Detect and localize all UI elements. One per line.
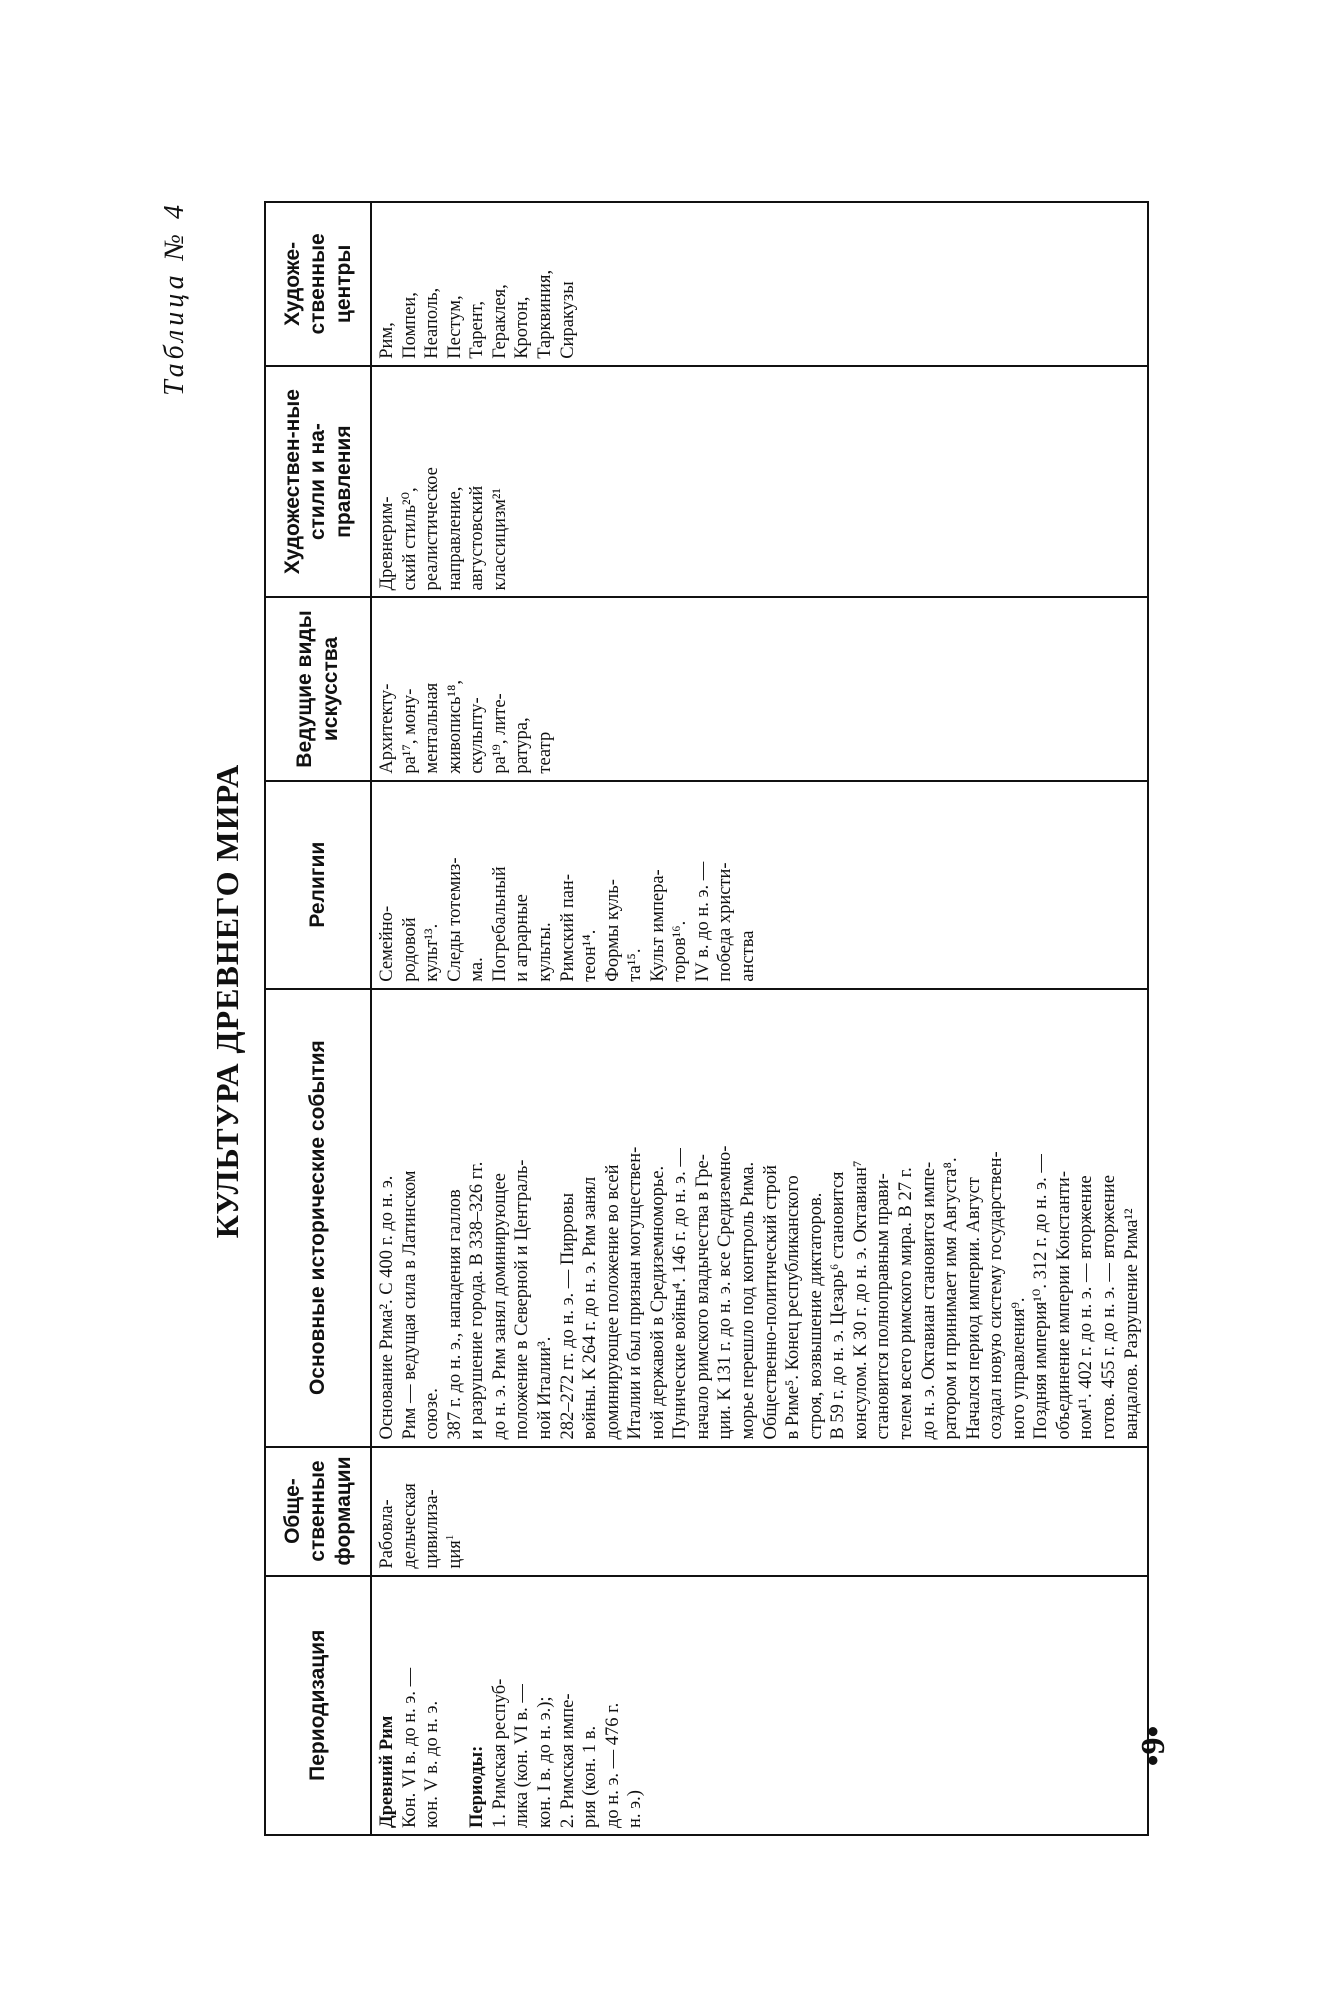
cell-line: Помпеи, [399, 292, 420, 359]
cell-line: живопись¹⁸, [444, 679, 465, 774]
page-title: КУЛЬТУРА ДРЕВНЕГО МИРА [209, 763, 245, 1239]
formation-line: Рабовла- [377, 1499, 397, 1569]
cell-line: положение в Северной и Централь- [512, 1159, 533, 1440]
table-row [371, 202, 1148, 1835]
header-periodization: Периодизация [265, 1576, 371, 1835]
period-item: лика (кон. VI в. — [512, 1684, 533, 1828]
formation-line: ция [444, 1540, 465, 1569]
cell-line: 282–272 гг. до н. э. — Пирровы [557, 1192, 578, 1440]
table-label: Таблица № 4 [159, 201, 190, 396]
cell-line: Гераклея, [489, 284, 510, 359]
cell-line: Сиракузы [557, 281, 578, 359]
cell-line: торов¹⁶. [670, 920, 691, 982]
cell-line: ной Италии³. [534, 1336, 555, 1440]
cell-line: скульпту- [467, 697, 488, 774]
formation-line: дельческая [399, 1483, 420, 1569]
cell-line: Неаполь, [422, 287, 443, 359]
cell-line: та¹⁵. [625, 948, 646, 982]
cell-line: вандалов. Разрушение Рима¹² [1121, 1208, 1142, 1440]
cell-line: ский стиль²⁰, [399, 487, 420, 591]
header-events: Основные исторические события [265, 989, 371, 1447]
cell-line: Поздняя империя¹⁰. 312 г. до н. э. — [1031, 1154, 1052, 1440]
cell-line: Римский пан- [557, 874, 578, 982]
cell-line: ции. К 131 г. до н. э. все Средиземно- [715, 1145, 736, 1440]
cell-line: ном¹¹. 402 г. до н. э. — вторжение [1076, 1175, 1097, 1440]
cell-events [371, 989, 1148, 1447]
cell-line: телем всего римского мира. В 27 г. [895, 1167, 916, 1440]
cell-line: морье перешло под контроль Рима. [738, 1161, 758, 1440]
cell-line: войны. К 264 г. до н. э. Рим занял [580, 1176, 601, 1440]
header-religions: Религии [265, 781, 371, 989]
page-number: •9• [1135, 1725, 1172, 1767]
period-item: 2. Римская импе- [557, 1693, 578, 1828]
cell-line: Пунические войны⁴. 146 г. до н. э. — [670, 1148, 691, 1440]
cell-line: Кротон, [512, 296, 533, 359]
period-item: кон. I в. до н. э.); [534, 1696, 555, 1828]
cell-line: культ¹³. [422, 923, 443, 982]
cell-line: Общественно-политический строй [760, 1164, 781, 1440]
cell-line: до н. э. Октавиан становится импе- [918, 1161, 939, 1440]
cell-line: Рим, [377, 322, 397, 359]
cell-line: ного управления⁹. [1008, 1297, 1029, 1440]
cell-line: Основание Рима². С 400 г. до н. э. [377, 1175, 397, 1440]
period-rome-title: Древний Рим [377, 1715, 397, 1828]
cell-line: Древнерим- [377, 496, 397, 591]
period-rome-dates: кон. V в. до н. э. [422, 1700, 443, 1828]
cell-line: победа христи- [715, 862, 736, 982]
cell-line: становится полноправным прави- [873, 1173, 894, 1440]
cell-line: Тарквиния, [534, 269, 555, 359]
cell-line: августовский [467, 485, 488, 591]
cell-line: Начался период империи. Август [963, 1177, 984, 1440]
cell-line: реалистическое [422, 467, 443, 591]
cell-line: Италии и был признан могуществен- [625, 1146, 646, 1440]
header-row [265, 202, 371, 1835]
cell-religions [371, 781, 1148, 989]
cell-line: ной державой в Средиземноморье. [647, 1165, 668, 1440]
header-arts: Ведущие виды искусства [265, 597, 371, 780]
cell-line: объединение империи Константи- [1053, 1171, 1074, 1440]
cell-styles [371, 366, 1148, 598]
period-item: 1. Римская респуб- [489, 1678, 510, 1828]
cell-line: ма. [467, 957, 488, 982]
cell-line: Пестум, [444, 295, 465, 359]
cell-line: IV в. до н. э. — [692, 861, 713, 982]
cell-line: и аграрные [512, 894, 533, 982]
cell-line: 387 г. до н. э., нападения галлов [444, 1189, 465, 1440]
cell-periodization [371, 1576, 1148, 1835]
cell-line: союзе. [422, 1388, 443, 1440]
header-formations: Обще-ственные формации [265, 1447, 371, 1576]
cell-line: доминирующее положение во всей [602, 1164, 623, 1440]
cell-line: до н. э. Рим занял доминирующее [489, 1173, 510, 1440]
cell-line: Культ импера- [647, 869, 668, 982]
cell-line: Архитекту- [377, 683, 397, 774]
period-item: н. э.) [625, 1790, 646, 1828]
cell-line: ментальная [422, 682, 443, 774]
cell-line: в Риме⁵. Конец республиканского [783, 1175, 804, 1440]
cell-line: ра¹⁷, мону- [399, 688, 420, 774]
cell-line: театр [534, 731, 555, 774]
cell-line: культы. [534, 922, 555, 982]
cell-formations [371, 1447, 1148, 1576]
cell-line: анства [738, 930, 758, 982]
cell-line: направление, [444, 486, 465, 591]
formation-line: цивилиза- [422, 1489, 443, 1569]
period-item: рия (кон. 1 в. [580, 1725, 601, 1828]
cell-line: начало римского владычества в Гре- [692, 1154, 713, 1440]
cell-line: Семейно- [377, 905, 397, 982]
culture-table [264, 201, 1149, 1836]
cell-line: строя, возвышение диктаторов. [805, 1192, 826, 1440]
rotated-page [109, 151, 1209, 1851]
cell-line: создал новую систему государствен- [986, 1151, 1007, 1440]
header-styles: Художествен-ные стили и на-правления [265, 366, 371, 598]
cell-line: Тарент, [467, 301, 488, 359]
cell-arts [371, 597, 1148, 780]
cell-line: Формы куль- [602, 879, 623, 982]
cell-line: теон¹⁴. [580, 929, 601, 982]
period-rome-dates: Кон. VI в. до н. э. — [399, 1667, 420, 1828]
cell-centers [371, 202, 1148, 366]
cell-line: ратором и принимает имя Августа⁸. [941, 1157, 962, 1440]
period-item: до н. э. — 476 г. [602, 1702, 623, 1828]
footnote-ref: 1 [443, 1534, 456, 1541]
cell-line: ра¹⁹, лите- [489, 693, 510, 774]
cell-line: ратура, [512, 717, 533, 774]
cell-line: готов. 455 г. до н. э. — вторжение [1099, 1175, 1119, 1440]
periods-title: Периоды: [467, 1745, 488, 1828]
cell-line: и разрушение города. В 338–326 гг. [467, 1161, 488, 1440]
header-centers: Художе-ственные центры [265, 202, 371, 366]
cell-line: классицизм²¹ [489, 488, 510, 591]
cell-line: Рим — ведущая сила в Латинском [399, 1170, 420, 1440]
cell-line: В 59 г. до н. э. Цезарь⁶ становится [828, 1171, 849, 1440]
cell-line: консулом. К 30 г. до н. э. Октавиан⁷ [850, 1160, 871, 1440]
cell-line: Погребальный [489, 866, 510, 982]
cell-line: Следы тотемиз- [444, 857, 465, 982]
cell-line: родовой [399, 917, 420, 982]
